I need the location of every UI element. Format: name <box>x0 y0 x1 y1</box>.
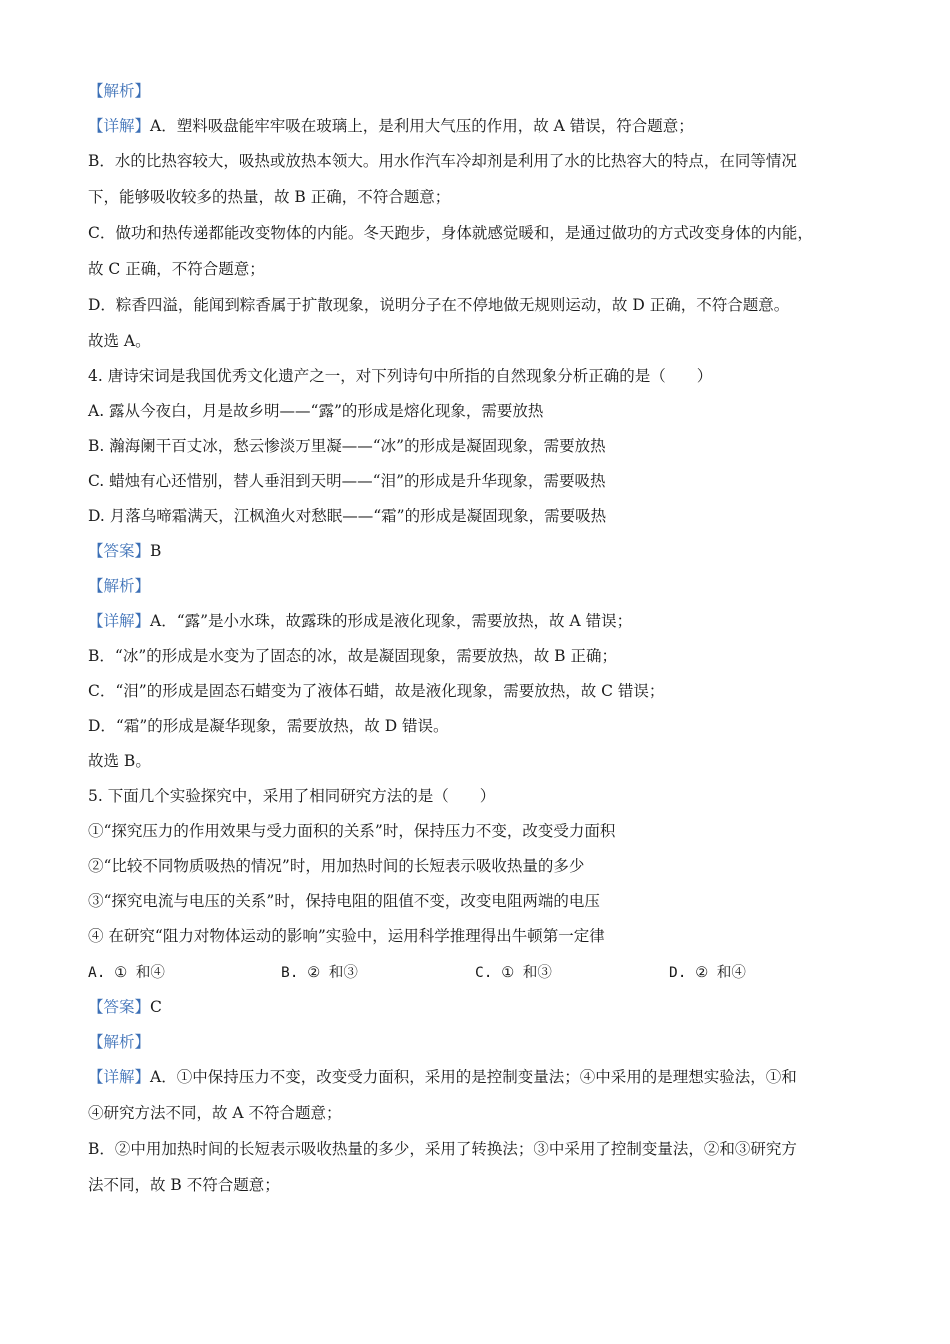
text-line: 故选 B。 <box>88 752 151 770</box>
statement-line: ④ 在研究“阻力对物体运动的影响”实验中，运用科学推理得出牛顿第一定律 <box>88 927 605 945</box>
answer-options <box>88 961 868 983</box>
question-4: 4. 唐诗宋词是我国优秀文化遗产之一，对下列诗句中所指的自然现象分析正确的是（ ） <box>88 367 713 385</box>
text-line: B．“冰”的形成是水变为了固态的冰，故是凝固现象，需要放热，故 B 正确； <box>88 647 617 665</box>
text-line: 法不同，故 B 不符合题意； <box>88 1176 280 1194</box>
option-d: D. ② 和④ <box>669 965 746 981</box>
option-line: A. 露从今夜白，月是故乡明——“露”的形成是熔化现象，需要放热 <box>88 402 544 420</box>
analysis-header: 【解析】 <box>88 1033 151 1051</box>
option-a: A. ① 和④ <box>88 965 165 981</box>
text-line: C．“泪”的形成是固态石蜡变为了液体石蜡，故是液化现象，需要放热，故 C 错误； <box>88 682 665 700</box>
analysis-header: 【解析】 <box>88 82 151 100</box>
statement-line: ③“探究电流与电压的关系”时，保持电阻的阻值不变，改变电阻两端的电压 <box>88 892 600 910</box>
answer-line: 【答案】C <box>88 998 162 1016</box>
text-line: D．粽香四溢，能闻到粽香属于扩散现象，说明分子在不停地做无规则运动，故 D 正确，不符合题意。 <box>88 296 790 314</box>
text-line: C．做功和热传递都能改变物体的内能。冬天跑步，身体就感觉暖和，是通过做功的方式改变身体的内能， <box>88 224 813 242</box>
option-line: B. 瀚海阑干百丈冰，愁云惨淡万里凝——“冰”的形成是凝固现象，需要放热 <box>88 437 606 455</box>
text-line: B．②中用加热时间的长短表示吸收热量的多少，采用了转换法；③中采用了控制变量法，②和③研究方 <box>88 1140 797 1158</box>
option-c: C. ① 和③ <box>475 965 552 981</box>
text-line: 故选 A。 <box>88 332 151 350</box>
statement-line: ②“比较不同物质吸热的情况”时，用加热时间的长短表示吸收热量的多少 <box>88 857 585 875</box>
analysis-header: 【解析】 <box>88 577 151 595</box>
option-line: C. 蜡烛有心还惜别，替人垂泪到天明——“泪”的形成是升华现象，需要吸热 <box>88 472 606 490</box>
text-line: ④研究方法不同，故 A 不符合题意； <box>88 1104 342 1122</box>
text-line: 【详解】A．①中保持压力不变，改变受力面积，采用的是控制变量法；④中采用的是理想实验法，①和 <box>88 1068 797 1086</box>
text-line: 【详解】A．塑料吸盘能牢牢吸在玻璃上，是利用大气压的作用，故 A 错误，符合题意； <box>88 117 694 135</box>
answer-line: 【答案】B <box>88 542 162 560</box>
text-line: 故 C 正确，不符合题意； <box>88 260 265 278</box>
question-5: 5. 下面几个实验探究中，采用了相同研究方法的是（ ） <box>88 787 496 805</box>
option-b: B. ② 和③ <box>281 965 358 981</box>
text-line: B．水的比热容较大，吸热或放热本领大。用水作汽车冷却剂是利用了水的比热容大的特点，在同等情况 <box>88 152 797 170</box>
text-line: 【详解】A．“露”是小水珠，故露珠的形成是液化现象，需要放热，故 A 错误； <box>88 612 633 630</box>
statement-line: ①“探究压力的作用效果与受力面积的关系”时，保持压力不变，改变受力面积 <box>88 822 616 840</box>
text-line: D．“霜”的形成是凝华现象，需要放热，故 D 错误。 <box>88 717 449 735</box>
text-line: 下，能够吸收较多的热量，故 B 正确，不符合题意； <box>88 188 451 206</box>
option-line: D. 月落乌啼霜满天，江枫渔火对愁眠——“霜”的形成是凝固现象，需要吸热 <box>88 507 607 525</box>
